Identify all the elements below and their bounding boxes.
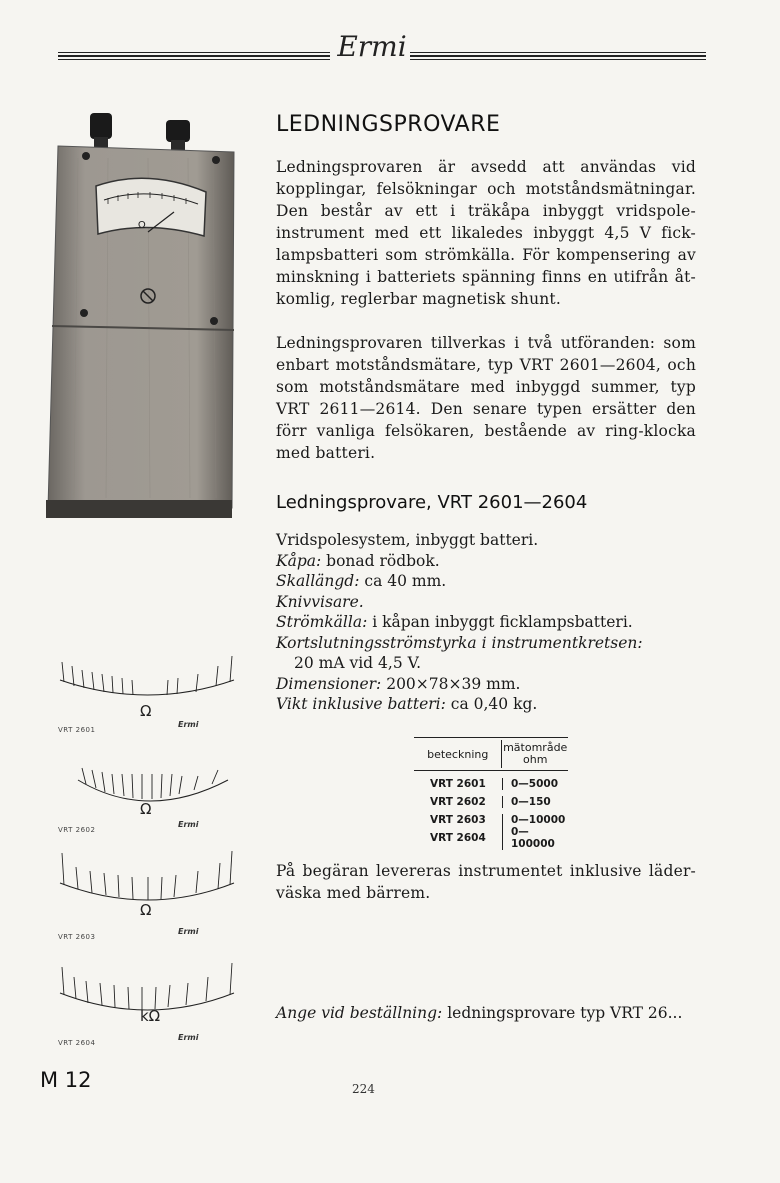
intro-paragraph: Ledningsprovaren är avsedd att användas vid kopplingar, felsökningar och motståndsmätningar. Den består av ett i träkåpa inbyggt vridspole-instrument med ett likaledes inbyggt 4,5 V fick-lampsbatteri som strömkälla. För kompensering av minskning i batteriets spänning finns en utifrån åt-komlig, reglerbar magnetisk shunt. (276, 158, 696, 308)
table-row: VRT 2602 0—150 (414, 793, 568, 811)
table-header (414, 737, 568, 771)
table-row: VRT 2603 0—10000 (414, 811, 568, 829)
dial-unit: Ω (140, 901, 152, 919)
page-number: 224 (352, 1082, 375, 1096)
spec-list (276, 530, 696, 715)
spec-item: Kortslutningsströmstyrka i instrumentkretsen: (276, 633, 643, 652)
column-header-designation: beteckning (427, 747, 489, 761)
delivery-paragraph: På begäran levereras instrumentet inklusive läder-väska med bärrem. (276, 862, 696, 902)
order-instruction: Ange vid beställning: ledningsprovare typ VRT 26... (276, 1004, 683, 1022)
dial-scale-vrt-2604 (48, 955, 248, 1055)
spec-item: Dimensioner: 200×78×39 mm. (276, 674, 521, 693)
catalog-page-code: M 12 (40, 1068, 92, 1092)
spec-item: Strömkälla: i kåpan inbyggt ficklampsbatteri. (276, 613, 633, 631)
dial-model-code: VRT 2601 (58, 726, 96, 734)
table-row: VRT 2601 0—5000 (414, 775, 568, 793)
dial-scale-ticks (48, 640, 248, 702)
dial-unit: Ω (140, 800, 152, 818)
spec-item: Skallängd: ca 40 mm. (276, 572, 447, 590)
dial-brand: Ermi (178, 820, 199, 829)
spec-item: Vridspolesystem, inbyggt batteri. (276, 531, 539, 549)
dial-scale-ticks (48, 845, 248, 907)
spec-item: Vikt inklusive batteri: ca 0,40 kg. (276, 695, 538, 713)
dial-brand: Ermi (178, 720, 199, 729)
dial-brand: Ermi (178, 927, 199, 936)
dial-scale-vrt-2601 (48, 640, 248, 740)
spec-item: 20 mA vid 4,5 V. (294, 654, 422, 672)
dial-model-code: VRT 2604 (58, 1039, 96, 1047)
section-title: Ledningsprovare, VRT 2601—2604 (276, 492, 588, 513)
dial-scale-vrt-2603 (48, 845, 248, 945)
variants-paragraph: Ledningsprovaren tillverkas i två utföranden: som enbart motståndsmätare, typ VRT 2601—2604, och som motståndsmätare med inbyggd summer, typ VRT 2611—2614. Den senare typen ersätter den förr vanliga felsökaren, bestående av ring-klocka med batteri. (276, 334, 696, 462)
dial-model-code: VRT 2602 (58, 826, 96, 834)
dial-model-code: VRT 2603 (58, 933, 96, 941)
dial-unit: Ω (140, 702, 152, 720)
dial-unit: kΩ (140, 1007, 161, 1025)
header-rule-left (58, 52, 330, 60)
column-header-range: mätområde ohm (503, 741, 568, 766)
dial-brand: Ermi (178, 1033, 199, 1042)
spec-item: Kåpa: bonad rödbok. (276, 551, 440, 570)
page-title: LEDNINGSPROVARE (276, 112, 501, 137)
header-rule-right (410, 52, 706, 60)
product-photo (38, 108, 238, 528)
ermi-logo: Ermi (337, 30, 407, 63)
range-table (414, 737, 568, 850)
photo-dial-unit: Ω (138, 220, 146, 231)
dial-scale-vrt-2602 (48, 750, 248, 840)
table-row: VRT 2604 0—100000 (414, 829, 568, 847)
spec-item: Knivvisare. (276, 592, 364, 611)
